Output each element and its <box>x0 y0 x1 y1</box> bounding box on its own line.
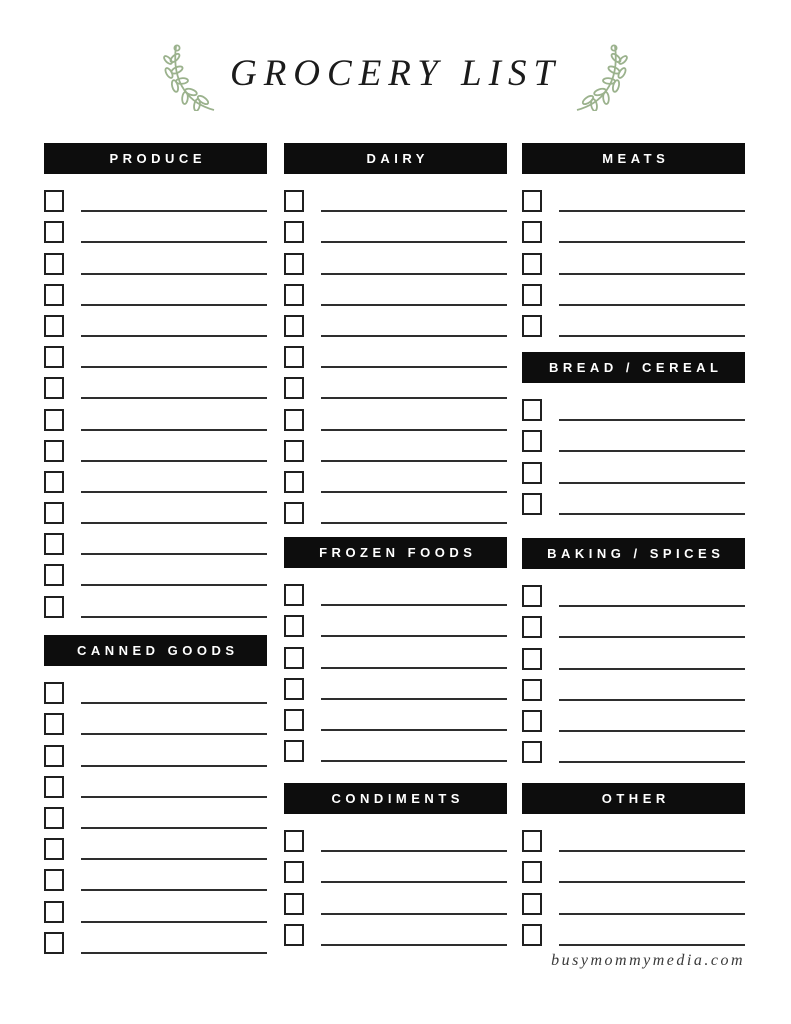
item-checkbox[interactable] <box>522 741 542 763</box>
section-rows <box>522 822 745 947</box>
checklist-row <box>284 884 507 915</box>
item-write-line <box>81 921 267 923</box>
item-checkbox[interactable] <box>522 399 542 421</box>
checklist-row <box>284 607 507 638</box>
checklist-row <box>284 369 507 400</box>
item-checkbox[interactable] <box>522 679 542 701</box>
item-checkbox[interactable] <box>284 830 304 852</box>
item-write-line <box>559 699 745 701</box>
item-checkbox[interactable] <box>44 533 64 555</box>
item-write-line <box>81 366 267 368</box>
section-rows <box>522 577 745 764</box>
checklist-row <box>44 830 267 861</box>
item-write-line <box>559 636 745 638</box>
item-write-line <box>81 241 267 243</box>
item-write-line <box>321 881 507 883</box>
checklist-row <box>44 369 267 400</box>
item-checkbox[interactable] <box>44 471 64 493</box>
item-write-line <box>321 850 507 852</box>
checklist-row <box>522 391 745 422</box>
item-checkbox[interactable] <box>44 776 64 798</box>
item-write-line <box>559 482 745 484</box>
checklist-row <box>284 213 507 244</box>
item-checkbox[interactable] <box>44 253 64 275</box>
item-checkbox[interactable] <box>522 462 542 484</box>
checklist-row <box>44 400 267 431</box>
item-checkbox[interactable] <box>284 284 304 306</box>
item-checkbox[interactable] <box>522 493 542 515</box>
checklist-row <box>44 705 267 736</box>
checklist-row <box>44 674 267 705</box>
item-checkbox[interactable] <box>284 253 304 275</box>
section-header-condiments: CONDIMENTS <box>284 783 507 814</box>
item-checkbox[interactable] <box>284 315 304 337</box>
item-write-line <box>321 491 507 493</box>
item-write-line <box>321 335 507 337</box>
checklist-row <box>284 576 507 607</box>
checklist-row <box>44 244 267 275</box>
checklist-row <box>44 799 267 830</box>
item-write-line <box>81 210 267 212</box>
item-checkbox[interactable] <box>44 807 64 829</box>
item-write-line <box>559 304 745 306</box>
checklist-row <box>44 463 267 494</box>
item-checkbox[interactable] <box>522 221 542 243</box>
checklist-row <box>284 732 507 763</box>
checklist-row <box>284 822 507 853</box>
checklist-row <box>44 182 267 213</box>
item-write-line <box>559 761 745 763</box>
section-header-meats: MEATS <box>522 143 745 174</box>
item-write-line <box>559 419 745 421</box>
item-checkbox[interactable] <box>522 710 542 732</box>
checklist-row <box>284 638 507 669</box>
section-rows <box>522 391 745 516</box>
item-checkbox[interactable] <box>44 564 64 586</box>
item-checkbox[interactable] <box>44 502 64 524</box>
checklist-row <box>44 432 267 463</box>
item-checkbox[interactable] <box>522 253 542 275</box>
checklist-row <box>284 853 507 884</box>
column-middle <box>284 0 507 1024</box>
checklist-row <box>44 861 267 892</box>
item-write-line <box>321 913 507 915</box>
item-checkbox[interactable] <box>284 615 304 637</box>
item-checkbox[interactable] <box>284 377 304 399</box>
checklist-row <box>522 702 745 733</box>
checklist-row <box>522 671 745 702</box>
section-bread-cereal <box>522 352 745 516</box>
item-write-line <box>321 397 507 399</box>
item-write-line <box>321 429 507 431</box>
item-write-line <box>321 698 507 700</box>
item-write-line <box>321 944 507 946</box>
item-checkbox[interactable] <box>44 284 64 306</box>
item-checkbox[interactable] <box>284 678 304 700</box>
checklist-row <box>44 307 267 338</box>
checklist-row <box>44 587 267 618</box>
item-checkbox[interactable] <box>284 502 304 524</box>
section-rows <box>284 576 507 763</box>
item-write-line <box>559 450 745 452</box>
section-header-bread-cereal: BREAD / CEREAL <box>522 352 745 383</box>
checklist-row <box>522 276 745 307</box>
checklist-row <box>284 916 507 947</box>
item-write-line <box>559 513 745 515</box>
item-write-line <box>559 944 745 946</box>
checklist-row <box>522 639 745 670</box>
item-checkbox[interactable] <box>284 647 304 669</box>
item-checkbox[interactable] <box>284 221 304 243</box>
section-header-other: OTHER <box>522 783 745 814</box>
item-write-line <box>321 604 507 606</box>
item-checkbox[interactable] <box>522 190 542 212</box>
item-checkbox[interactable] <box>44 745 64 767</box>
checklist-row <box>522 608 745 639</box>
checklist-row <box>522 422 745 453</box>
checklist-row <box>44 892 267 923</box>
checklist-row <box>522 453 745 484</box>
item-checkbox[interactable] <box>522 585 542 607</box>
section-rows <box>284 182 507 525</box>
checklist-row <box>522 213 745 244</box>
checklist-row <box>522 884 745 915</box>
section-meats <box>522 143 745 338</box>
section-header-baking-spices: BAKING / SPICES <box>522 538 745 569</box>
checklist-row <box>44 768 267 799</box>
item-checkbox[interactable] <box>44 346 64 368</box>
item-write-line <box>559 668 745 670</box>
section-header-dairy: DAIRY <box>284 143 507 174</box>
item-checkbox[interactable] <box>522 430 542 452</box>
checklist-row <box>284 338 507 369</box>
item-checkbox[interactable] <box>284 471 304 493</box>
checklist-row <box>522 853 745 884</box>
item-checkbox[interactable] <box>522 648 542 670</box>
checklist-row <box>44 338 267 369</box>
item-write-line <box>81 273 267 275</box>
item-write-line <box>81 304 267 306</box>
checklist-row <box>284 670 507 701</box>
checklist-row <box>522 916 745 947</box>
item-write-line <box>559 850 745 852</box>
item-write-line <box>81 522 267 524</box>
checklist-row <box>284 701 507 732</box>
checklist-row <box>522 244 745 275</box>
item-write-line <box>559 881 745 883</box>
item-checkbox[interactable] <box>44 596 64 618</box>
column-right <box>522 0 745 1024</box>
page-title: GROCERY LIST <box>229 52 562 94</box>
checklist-row <box>522 822 745 853</box>
item-write-line <box>559 605 745 607</box>
item-checkbox[interactable] <box>284 861 304 883</box>
checklist-row <box>44 213 267 244</box>
item-checkbox[interactable] <box>44 409 64 431</box>
item-checkbox[interactable] <box>284 740 304 762</box>
item-write-line <box>559 273 745 275</box>
checklist-row <box>284 494 507 525</box>
section-rows <box>522 182 745 338</box>
item-write-line <box>81 460 267 462</box>
item-write-line <box>81 491 267 493</box>
item-checkbox[interactable] <box>44 221 64 243</box>
item-checkbox[interactable] <box>522 284 542 306</box>
checklist-row <box>44 556 267 587</box>
item-checkbox[interactable] <box>522 616 542 638</box>
item-checkbox[interactable] <box>522 924 542 946</box>
item-write-line <box>559 730 745 732</box>
checklist-row <box>44 276 267 307</box>
item-checkbox[interactable] <box>522 861 542 883</box>
item-write-line <box>321 304 507 306</box>
section-rows <box>284 822 507 947</box>
item-checkbox[interactable] <box>44 713 64 735</box>
checklist-row <box>522 733 745 764</box>
item-checkbox[interactable] <box>44 869 64 891</box>
footer-credit: busymommymedia.com <box>551 952 745 969</box>
item-write-line <box>81 335 267 337</box>
item-checkbox[interactable] <box>44 901 64 923</box>
item-write-line <box>81 733 267 735</box>
item-checkbox[interactable] <box>44 377 64 399</box>
item-write-line <box>321 273 507 275</box>
item-write-line <box>81 616 267 618</box>
item-write-line <box>559 241 745 243</box>
item-write-line <box>81 702 267 704</box>
checklist-row <box>44 525 267 556</box>
checklist-row <box>284 432 507 463</box>
item-checkbox[interactable] <box>284 709 304 731</box>
item-write-line <box>321 366 507 368</box>
item-checkbox[interactable] <box>522 315 542 337</box>
section-header-frozen-foods: FROZEN FOODS <box>284 537 507 568</box>
item-checkbox[interactable] <box>44 190 64 212</box>
checklist-row <box>522 577 745 608</box>
section-rows <box>44 182 267 619</box>
checklist-row <box>44 924 267 955</box>
section-produce <box>44 143 267 619</box>
item-write-line <box>559 335 745 337</box>
checklist-row <box>284 182 507 213</box>
checklist-row <box>284 307 507 338</box>
item-write-line <box>81 397 267 399</box>
section-rows <box>44 674 267 955</box>
item-write-line <box>81 553 267 555</box>
checklist-row <box>44 736 267 767</box>
item-write-line <box>81 889 267 891</box>
section-other <box>522 783 745 947</box>
item-write-line <box>559 210 745 212</box>
item-checkbox[interactable] <box>522 893 542 915</box>
item-checkbox[interactable] <box>284 584 304 606</box>
item-checkbox[interactable] <box>44 932 64 954</box>
item-checkbox[interactable] <box>522 830 542 852</box>
item-write-line <box>81 827 267 829</box>
section-condiments <box>284 783 507 947</box>
checklist-row <box>522 182 745 213</box>
section-canned-goods <box>44 635 267 955</box>
item-write-line <box>81 952 267 954</box>
item-write-line <box>321 760 507 762</box>
item-write-line <box>321 729 507 731</box>
section-frozen-foods <box>284 537 507 763</box>
item-write-line <box>559 913 745 915</box>
section-baking-spices <box>522 538 745 764</box>
item-checkbox[interactable] <box>44 315 64 337</box>
column-left <box>44 0 267 1024</box>
item-checkbox[interactable] <box>44 440 64 462</box>
item-write-line <box>81 584 267 586</box>
checklist-row <box>44 494 267 525</box>
item-checkbox[interactable] <box>284 893 304 915</box>
checklist-row <box>284 276 507 307</box>
item-write-line <box>81 765 267 767</box>
item-checkbox[interactable] <box>284 190 304 212</box>
checklist-row <box>284 244 507 275</box>
item-write-line <box>321 241 507 243</box>
item-checkbox[interactable] <box>284 440 304 462</box>
item-checkbox[interactable] <box>284 924 304 946</box>
item-write-line <box>81 796 267 798</box>
item-write-line <box>321 210 507 212</box>
item-write-line <box>321 460 507 462</box>
item-write-line <box>81 429 267 431</box>
section-header-produce: PRODUCE <box>44 143 267 174</box>
section-header-canned-goods: CANNED GOODS <box>44 635 267 666</box>
item-checkbox[interactable] <box>284 409 304 431</box>
item-write-line <box>81 858 267 860</box>
item-checkbox[interactable] <box>44 838 64 860</box>
item-checkbox[interactable] <box>284 346 304 368</box>
checklist-row <box>284 463 507 494</box>
checklist-row <box>522 307 745 338</box>
item-checkbox[interactable] <box>44 682 64 704</box>
checklist-row <box>522 485 745 516</box>
section-dairy <box>284 143 507 525</box>
item-write-line <box>321 667 507 669</box>
checklist-row <box>284 400 507 431</box>
item-write-line <box>321 522 507 524</box>
item-write-line <box>321 635 507 637</box>
